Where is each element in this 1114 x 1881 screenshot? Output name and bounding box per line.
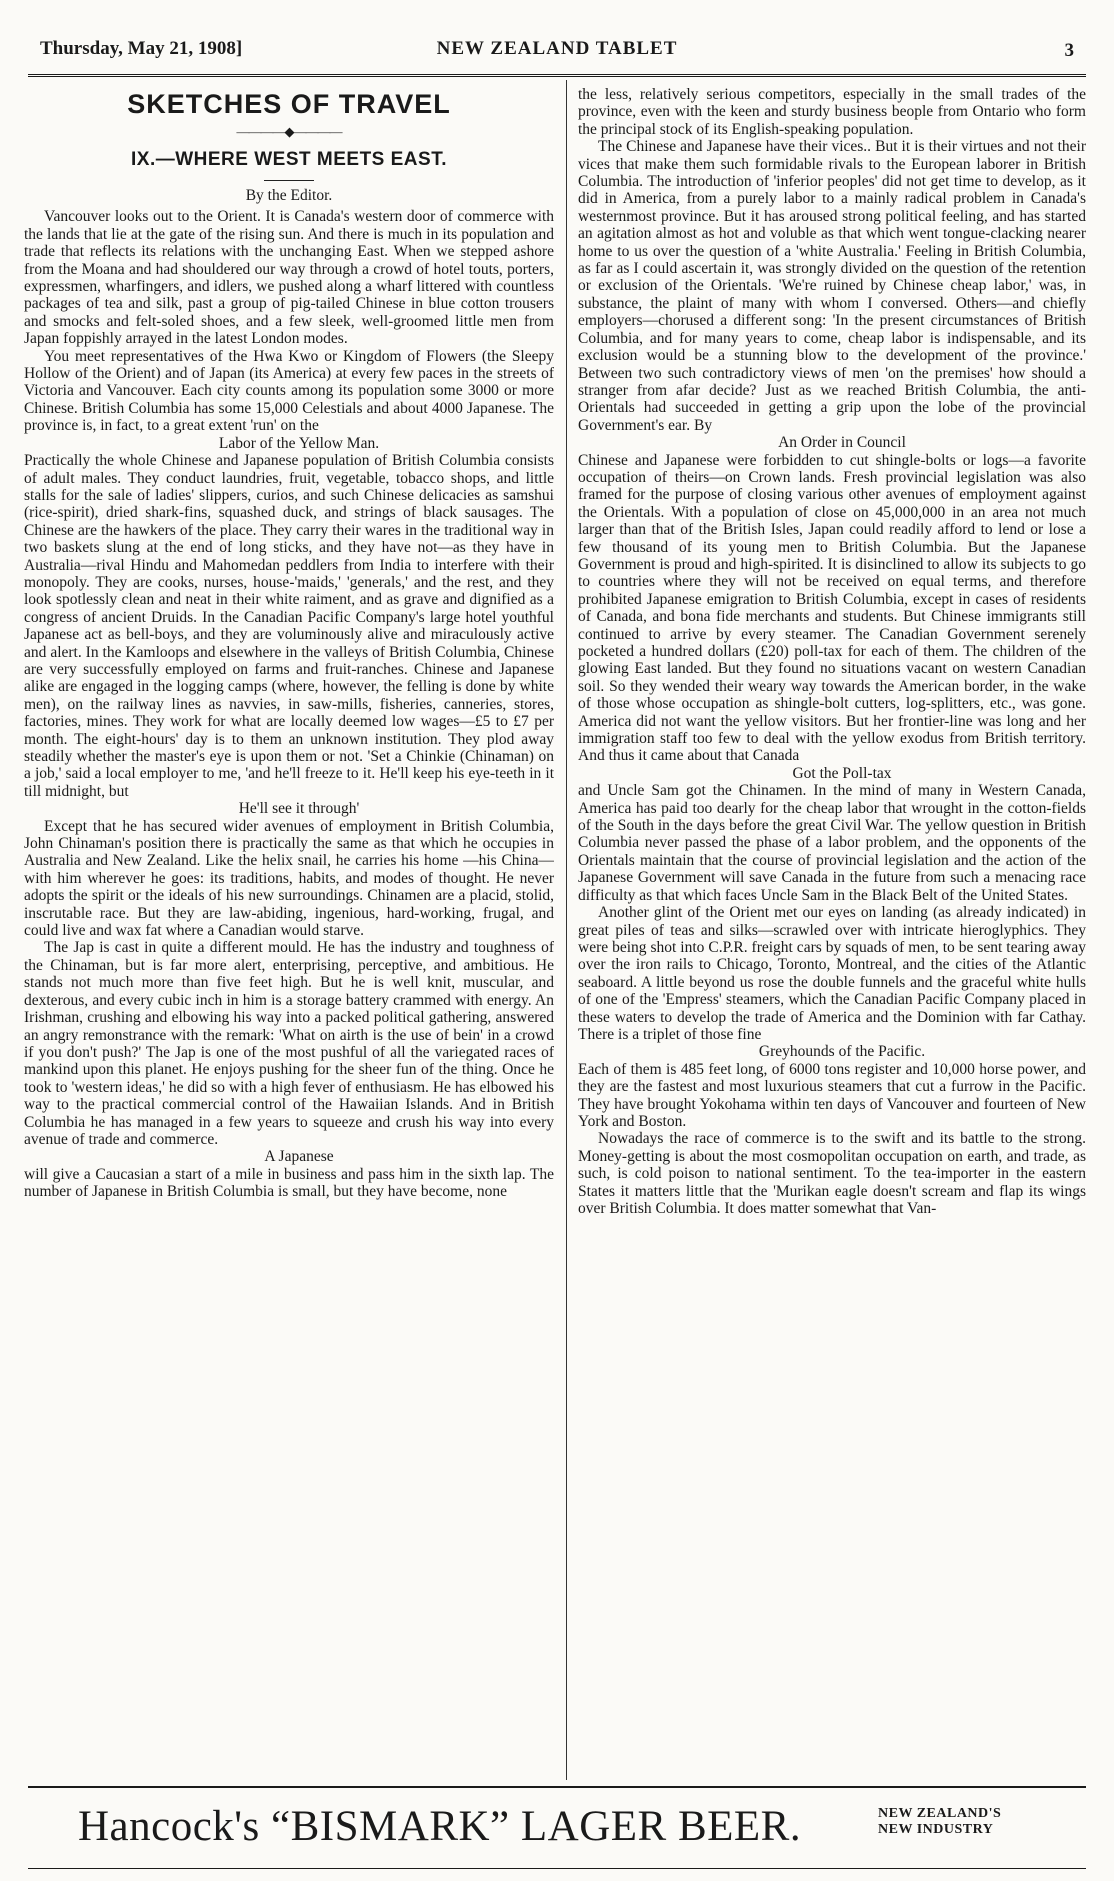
right-column bbox=[578, 86, 1086, 1766]
paragraph: Another glint of the Orient met our eyes on landing (as already indicated) in great piles of teas and silks—scrawled over with intricate hieroglyphics. They were being shot into C.P.R. freight cars by squads of men, to be sent tearing away over the iron rails to Chicago, Toronto, Montreal, and the cities of the Atlantic seaboard. A little beyond us rose the double funnels and the graceful white hulls of one of the 'Empress' steamers, which the Canadian Pacific Company placed in these waters to develop the trade of America and the Dominion with far Cathay. There is a triplet of those fine bbox=[578, 904, 1086, 1043]
header-rule bbox=[28, 74, 1086, 77]
section-subhead: Labor of the Yellow Man. bbox=[218, 434, 380, 452]
header-masthead: NEW ZEALAND TABLET bbox=[436, 38, 678, 59]
section-subhead: A Japanese bbox=[264, 1148, 334, 1166]
left-column bbox=[24, 86, 554, 1766]
section-subhead: Got the Poll-tax bbox=[792, 764, 892, 782]
paragraph: Nowadays the race of commerce is to the swift and its battle to the strong. Money-getting is about the most cosmopolitan occupation on earth, and trade, as such, is cold poison to national sentiment. To the tea-importer in the eastern States it matters little that the 'Murikan eagle doesn't scream and flap its wings over British Columbia. It does matter somewhat that Van- bbox=[578, 1130, 1086, 1217]
section-subhead: An Order in Council bbox=[778, 434, 906, 452]
article-subtitle: IX.—WHERE WEST MEETS EAST. bbox=[131, 149, 447, 170]
paragraph: The Chinese and Japanese have their vices.. But it is their virtues and not their vices that make them such formidable rivals to the European laborer in British Columbia. The introduction of 'inferior peoples' did not get time to develop, as it did in America, from a purely labor to a mainly radical problem in Canada's westernmost province. But it has aroused strong political feeling, and has started an agitation almost as hot and voluble as that which went tongue-clacking nearer home to us over the question of a 'white Australia.' Feeling in British Columbia, as far as I could ascertain it, was strongly divided on the question of the retention or exclusion of the Orientals. 'We're ruined by Chinese cheap labor,' was, in substance, the plaint of many with whom I conversed. Others—and chiefly employers—chorused a different song: 'In the present circumstances of British Columbia, and for many years to come, cheap labor is indispensable, and its exclusion would be a stunning blow to the development of the province.' Between two such contradictory views of men 'on the premises' how should a stranger from afar decide? Just as we reached British Columbia, the anti-Orientals had succeeded in getting a grip upon the lobe of the provincial Government's ear. By bbox=[578, 138, 1086, 434]
paragraph: Vancouver looks out to the Orient. It is Canada's western door of commerce with the lands that lie at the gate of the rising sun. And there is much in its population and trade that reflects its relations with the unchanging East. When we stepped ashore from the Moana and had shouldered our way through a crowd of hotel touts, porters, expressmen, wharfingers, and idlers, we pushed along a wharf littered with countless packages of tea and silk, past a group of pig-tailed Chinese in blue cotton trousers and smocks and felt-soled shoes, and a few sleek, well-groomed little men from Japan foppishly arrayed in the latest London modes. bbox=[24, 208, 554, 348]
section-subhead: He'll see it through' bbox=[238, 800, 360, 818]
article-title: SKETCHES OF TRAVEL bbox=[127, 89, 451, 119]
column-divider bbox=[566, 80, 567, 1780]
footer-rule bbox=[28, 1786, 1086, 1788]
byline: By the Editor. bbox=[245, 187, 333, 204]
running-header bbox=[40, 38, 1074, 66]
paragraph: You meet representatives of the Hwa Kwo or Kingdom of Flowers (the Sleepy Hollow of the Orient) and of Japan (its America) at every few paces in the streets of Victoria and Vancouver. Each city counts among its population some 3000 or more Chinese. British Columbia has some 15,000 Celestials and about 4000 Japanese. The province is, in fact, to a great extent 'run' on the bbox=[24, 347, 554, 435]
section-subhead: Greyhounds of the Pacific. bbox=[758, 1043, 926, 1061]
paragraph: and Uncle Sam got the Chinamen. In the mind of many in Western Canada, America has paid too dearly for the cheap labor that wrought in the cotton-fields of the South in the days before the great Civil War. The yellow question in British Columbia never passed the phase of a labor problem, and the opponents of the Orientals maintain that the course of provincial legislation and the action of the Japanese Government will save Canada in the future from such a menacing race difficulty as that which faces Uncle Sam in the Black Belt of the United States. bbox=[578, 782, 1086, 904]
footer-rule-lower bbox=[28, 1868, 1086, 1869]
advertisement-tag bbox=[878, 1806, 1001, 1838]
paragraph: Each of them is 485 feet long, of 6000 tons register and 10,000 horse power, and they are the fastest and most luxurious steamers that cut a furrow in the Pacific. They have brought Yokohama within ten days of Vancouver and fourteen of New York and Boston. bbox=[578, 1060, 1086, 1130]
beer-advertisement: Hancock's “BISMARK” LAGER BEER. bbox=[78, 1803, 802, 1850]
paragraph: Practically the whole Chinese and Japanese population of British Columbia consists of adult males. They conduct laundries, fruit, vegetable, tobacco shops, and little stalls for the sale of ladies' slippers, curios, and such Chinese delicacies as samshui (rice-spirit), dried shark-fins, squashed duck, and strings of black sausages. The Chinese are the hawkers of the place. They carry their wares in the traditional way in two baskets slung at the end of long sticks, and they have not—as they have in Australia—rival Hindu and Mahomedan peddlers from India to interfere with their monopoly. They are cooks, nurses, house-'maids,' 'generals,' and the rest, and they look spotlessly clean and neat in their white raiment, and as grave and dignified as a congress of ancient Druids. In the Canadian Pacific Company's large hotel youthful Japanese act as bell-boys, and they are voluminously alive and miraculously active and alert. In the Kamloops and elsewhere in the valleys of British Columbia, Chinese are very successfully employed on farms and fruit-ranches. Chinese and Japanese alike are engaged in the logging camps (where, however, the felling is done by white men), on the railway lines as navvies, in saw-mills, fisheries, canneries, stores, factories, mines. They work for what are locally deemed low wages—£5 to £7 per month. The eight-hours' day is to them an unknown institution. They plod away steadily whether the master's eye is upon them or not. 'Set a Chinkie (Chinaman) on a job,' said a local employer to me, 'and he'll freeze to it. He'll keep his eye-teeth in it till midnight, but bbox=[24, 452, 554, 800]
page-number: 3 bbox=[1064, 40, 1074, 61]
paragraph: The Jap is cast in quite a different mould. He has the industry and toughness of the Chinaman, but is far more alert, enterprising, perceptive, and ambitious. He stands not much more than five feet high. But he is well knit, muscular, and dexterous, and every cubic inch in him is a storage battery crammed with energy. An Irishman, crushing and elbowing his way into a packed political gathering, answered an angry remonstrance with the remark: 'What on airth is the use of bein' in a crowd if you don't push?' The Jap is one of the most pushful of all the variegated races of mankind upon this planet. He enjoys pushing for the sheer fun of the thing. Once he took to 'western ideas,' he did so with a high fever of enthusiasm. He has elbowed his way to the practical commercial control of the Hawaiian Islands. And in British Columbia he has managed in a few years to squeeze and crush his way into every avenue of trade and commerce. bbox=[24, 939, 554, 1148]
advertisement-tag-line: NEW INDUSTRY bbox=[878, 1822, 994, 1837]
paragraph: Except that he has secured wider avenues of employment in British Columbia, John Chinaman's position there is practically the same as that which he occupies in Australia and New Zealand. Like the helix snail, he carries his home —his China—with him wherever he goes: its traditions, habits, and modes of thought. He never adopts the spirit or the ideals of his new surroundings. Chinamen are a placid, stolid, inscrutable race. But they are law-abiding, ingenious, hard-working, frugal, and could live and wax fat where a Canadian would starve. bbox=[24, 817, 554, 940]
header-date: Thursday, May 21, 1908] bbox=[40, 38, 243, 59]
paragraph: will give a Caucasian a start of a mile in business and pass him in the sixth lap. The number of Japanese in British Columbia is small, but they have become, none bbox=[24, 1165, 554, 1201]
paragraph: Chinese and Japanese were forbidden to cut shingle-bolts or logs—a favorite occupation of theirs—on Crown lands. Fresh provincial legislation was also framed for the purpose of closing various other avenues of employment against the Orientals. With a population of close on 45,000,000 in an area not much larger than that of the British Isles, Japan could readily afford to lend or lose a few thousand of its young men to British Columbia. But the Japanese Government is proud and high-spirited. It is disinclined to allow its subjects to go to countries where they will not be received on equal terms, and therefore prohibited Japanese emigration to British Columbia, except in cases of residents of Canada, and bona fide merchants and students. But Chinese immigrants still continued to arrive by every steamer. The Canadian Government serenely pocketed a hundred dollars (£20) poll-tax for each of them. The children of the glowing East landed. But they found no situations vacant on western Canadian soil. So they wended their weary way towards the American border, in the wake of those whose occupation as shingle-bolt cutters, log-splitters, etc., was gone. America did not want the yellow visitors. But her frontier-line was long and her immigration staff too few to deal with the yellow exodus from British territory. And thus it came about that Canada bbox=[578, 451, 1086, 765]
advertisement-tag-line: NEW ZEALAND'S bbox=[878, 1806, 1002, 1821]
byline-rule bbox=[264, 180, 314, 181]
title-ornament: ————◆———— bbox=[236, 124, 342, 139]
paragraph: the less, relatively serious competitors, especially in the small trades of the province, even with the keen and sturdy business beople from Ontario who form the principal stock of its English-speaking population. bbox=[578, 86, 1086, 138]
